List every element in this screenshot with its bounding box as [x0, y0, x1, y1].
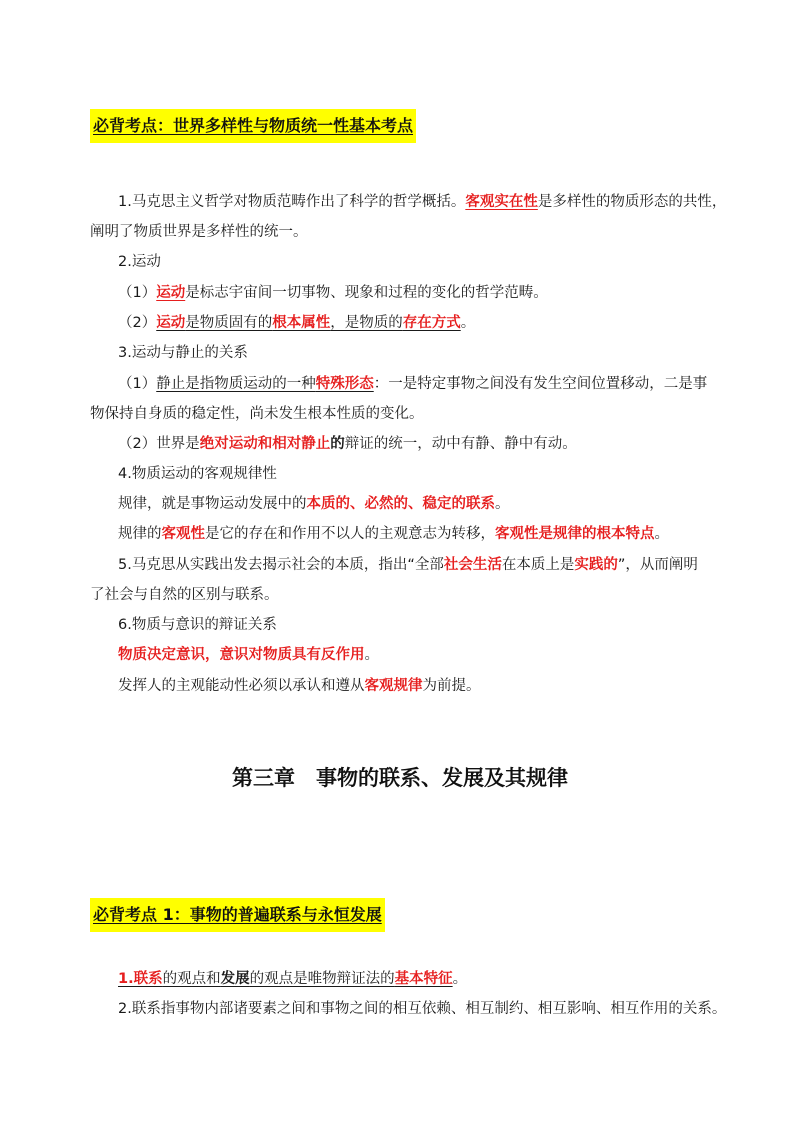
- paragraph-6-line-2: [118, 676, 481, 696]
- emphasis-text: 社会生活: [443, 557, 502, 573]
- text-run: 是物质固有的: [185, 315, 273, 331]
- paragraph-4-line-2: [118, 524, 669, 544]
- emphasis-text: 1.联系: [118, 971, 163, 987]
- paragraph-1-line-1: [118, 192, 726, 212]
- paragraph-6-line-1: [118, 645, 379, 665]
- section-2-line-2: [118, 999, 726, 1019]
- emphasis-text: 运动: [156, 315, 186, 331]
- item-number: （1）: [118, 376, 157, 392]
- section-title: 必背考点：世界多样性与物质统一性基本考点: [93, 116, 414, 135]
- paragraph-5-line-1: [118, 555, 698, 575]
- text-run: 辩证的统一，动中有静、静中有动。: [344, 436, 577, 452]
- emphasis-text: 本质的、必然的、稳定的联系: [306, 496, 495, 512]
- text-run: 是标志宇宙间一切事物、现象和过程的变化的哲学范畴。: [185, 285, 548, 301]
- emphasis-text: 根本属性: [272, 315, 331, 331]
- emphasis-text: 客观规律: [364, 678, 423, 694]
- text-run: 阐明了物质世界是多样性的统一。: [90, 224, 308, 240]
- text-run: 在本质上是: [501, 557, 575, 573]
- emphasis-text: 绝对运动和相对静止: [199, 436, 331, 452]
- text-run: 1.马克思主义哲学对物质范畴作出了科学的哲学概括。: [118, 194, 466, 210]
- emphasis-text: 基本特征: [394, 971, 453, 987]
- item-number: （1）: [118, 285, 157, 301]
- bold-text: 发展: [220, 971, 250, 987]
- paragraph-3-item-1-cont: [90, 404, 424, 424]
- paragraph-3-heading: [118, 343, 248, 363]
- text-run: 世界是: [156, 436, 200, 452]
- item-number: （2）: [118, 436, 157, 452]
- text-run: 。: [495, 496, 510, 512]
- paragraph-6-heading: [118, 615, 277, 635]
- emphasis-text: 特殊形态: [315, 376, 374, 392]
- text-run: 规律，就是事物运动发展中的: [118, 496, 307, 512]
- text-run: 发挥人的主观能动性必须以承认和遵从: [118, 678, 365, 694]
- text-run: 。: [452, 971, 468, 987]
- text-run: 是多样性的物质形态的共性，: [537, 194, 727, 210]
- section-2-line-1: [118, 969, 467, 989]
- paragraph-2-item-1: [118, 283, 548, 303]
- bold-text: 的: [330, 436, 345, 452]
- item-number: （2）: [118, 315, 157, 331]
- subheading: 2.运动: [118, 254, 161, 270]
- text-run: 。: [654, 526, 669, 542]
- text-run: 静止是指物质运动的一种: [156, 376, 316, 392]
- paragraph-3-item-1: [118, 374, 707, 394]
- text-run: 规律的: [118, 526, 162, 542]
- emphasis-text: 客观实在性: [465, 194, 538, 210]
- paragraph-3-item-2: [118, 434, 577, 454]
- emphasis-text: 实践的: [574, 557, 618, 573]
- text-run: 2.联系指事物内部诸要素之间和事物之间的相互依赖、相互制约、相互影响、相互作用的关系。: [118, 1001, 727, 1017]
- section-title: 必背考点 1：事物的普遍联系与永恒发展: [93, 905, 382, 924]
- text-run: ：一是特定事物之间没有发生空间位置移动，二是事: [373, 376, 708, 392]
- text-run: 为前提。: [422, 678, 481, 694]
- text-run: 物保持自身质的稳定性，尚未发生根本性质的变化。: [90, 406, 424, 422]
- emphasis-text: 存在方式: [402, 315, 461, 331]
- paragraph-5-line-2: [90, 585, 279, 605]
- text-run: 。: [364, 647, 379, 663]
- paragraph-4-line-1: [118, 494, 510, 514]
- text-run: 。: [460, 315, 476, 331]
- emphasis-text: 物质决定意识，意识对物质具有反作用: [118, 647, 365, 663]
- paragraph-1-line-2: [90, 222, 308, 242]
- text-run: 是它的存在和作用不以人的主观意志为转移，: [205, 526, 495, 542]
- paragraph-2-item-2: [118, 313, 475, 333]
- subheading: 4.物质运动的客观规律性: [118, 466, 277, 482]
- section-title-highlight: [90, 898, 385, 932]
- subheading: 3.运动与静止的关系: [118, 345, 248, 361]
- text-run: 的观点是唯物辩证法的: [249, 971, 395, 987]
- paragraph-4-heading: [118, 464, 277, 484]
- emphasis-text: 客观性: [161, 526, 205, 542]
- emphasis-text: 运动: [156, 285, 186, 301]
- section-title-highlight: [90, 109, 416, 143]
- paragraph-2-heading: [118, 252, 161, 272]
- chapter-title: 第三章 事物的联系、发展及其规律: [232, 766, 568, 790]
- text-run: 5.马克思从实践出发去揭示社会的本质，指出“全部: [118, 557, 444, 573]
- text-run: ，是物质的: [330, 315, 403, 331]
- text-run: 了社会与自然的区别与联系。: [90, 587, 279, 603]
- emphasis-text: 客观性是规律的根本特点: [495, 526, 655, 542]
- subheading: 6.物质与意识的辩证关系: [118, 617, 277, 633]
- text-run: ”，从而阐明: [617, 557, 698, 573]
- text-run: 的观点和: [162, 971, 221, 987]
